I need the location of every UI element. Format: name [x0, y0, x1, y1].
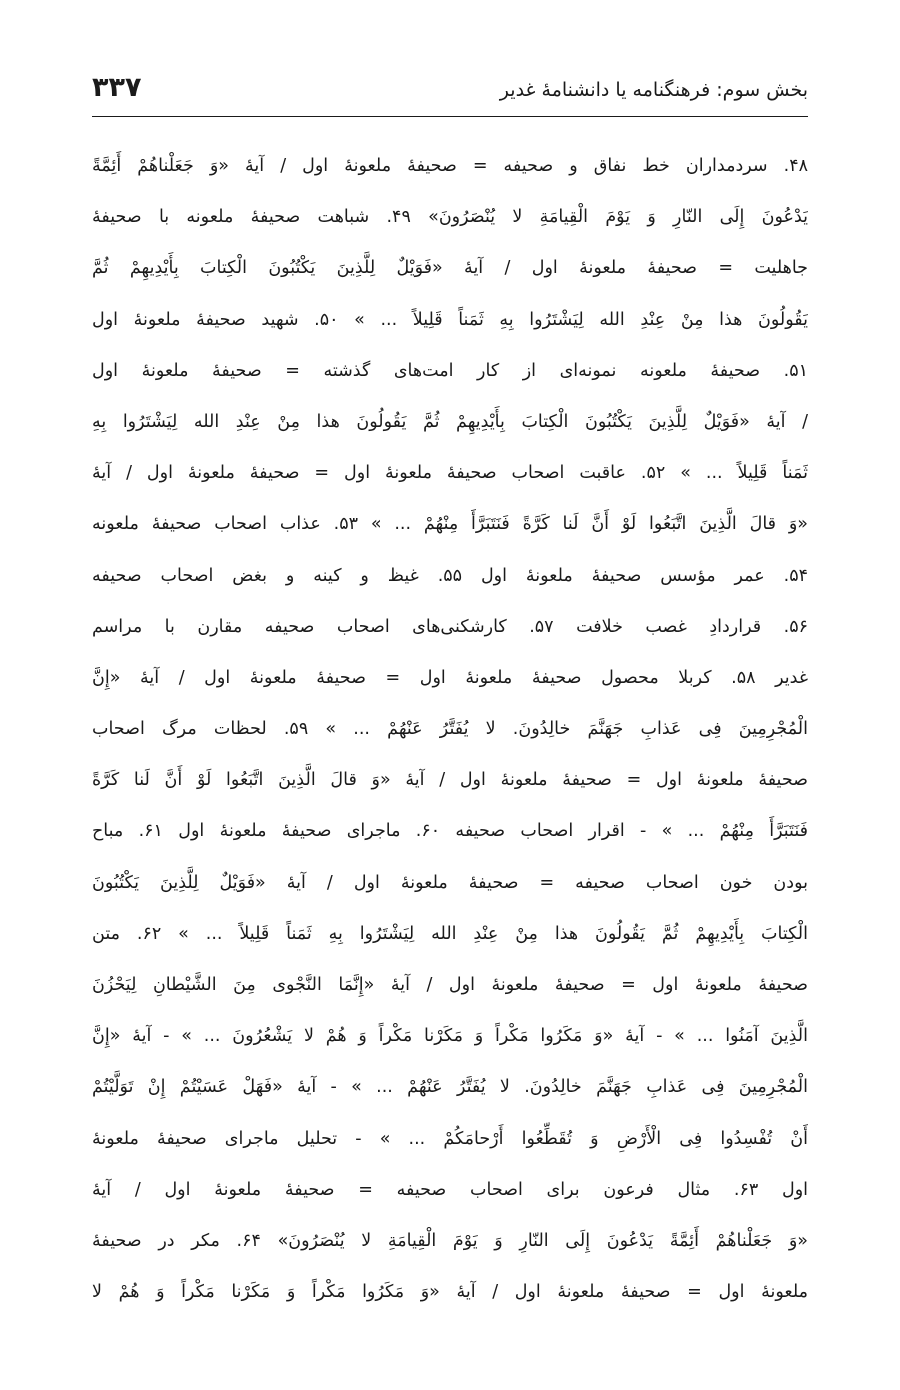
- text-line: «وَ قالَ الَّذِینَ اتَّبَعُوا لَوْ أَنَّ لَنا کَرَّةً فَنَتَبَرَّأَ مِنْهُمْ ... » ۵۳. عذاب اصحاب صحیفهٔ ملعونه: [92, 514, 808, 535]
- page-number: ۳۳۷: [92, 72, 142, 103]
- text-line: یَدْعُونَ إِلَى النّارِ وَ یَوْمَ الْقِیامَةِ لا یُنْصَرُونَ» ۴۹. شباهت صحیفهٔ ملعونه با صحیفهٔ: [92, 207, 808, 228]
- text-line: الَّذِینَ آمَنُوا ... » - آیهٔ «وَ مَکَرُوا مَکْراً وَ مَکَرْنا مَکْراً وَ هُمْ لا یَشْعُرُونَ ... » - آیهٔ «إِنَّ: [92, 1026, 808, 1047]
- text-line: اول ۶۳. مثال فرعون برای اصحاب صحیفه = صحیفهٔ ملعونهٔ اول / آیهٔ: [92, 1179, 808, 1200]
- text-line: صحیفهٔ ملعونهٔ اول = صحیفهٔ ملعونهٔ اول / آیهٔ «إِنَّمَا النَّجْوى مِنَ الشَّیْطانِ لِیَحْزُنَ: [92, 975, 808, 995]
- text-line: یَقُولُونَ هذا مِنْ عِنْدِ الله لِیَشْتَرُوا بِهِ ثَمَناً قَلِیلاً ... » ۵۰. شهید صحیفهٔ ملعونهٔ اول: [92, 309, 808, 330]
- text-line: أَنْ تُفْسِدُوا فِی الْأَرْضِ وَ تُقَطِّعُوا أَرْحامَکُمْ ... » - تحلیل ماجرای صحیفهٔ ملعونهٔ: [92, 1128, 808, 1149]
- text-line: جاهلیت = صحیفهٔ ملعونهٔ اول / آیهٔ «فَوَیْلٌ لِلَّذِینَ یَکْتُبُونَ الْکِتابَ بِأَیْدِیهِمْ ثُمَّ: [92, 258, 808, 279]
- text-line: الْمُجْرِمِینَ فِی عَذابِ جَهَنَّمَ خالِدُونَ. لا یُفَتَّرُ عَنْهُمْ ... » - آیهٔ «فَهَلْ عَسَیْتُمْ إِنْ تَوَلَّیْتُمْ: [92, 1077, 808, 1098]
- body-text: [92, 141, 808, 1318]
- text-line: ۵۱. صحیفهٔ ملعونه نمونه‌ای از کار امت‌های گذشته = صحیفهٔ ملعونهٔ اول: [92, 360, 808, 381]
- text-line: فَنَتَبَرَّأَ مِنْهُمْ ... » - اقرار اصحاب صحیفه ۶۰. ماجرای صحیفهٔ ملعونهٔ اول ۶۱. مباح: [92, 821, 808, 842]
- text-line: ۵۶. قراردادِ غصب خلافت ۵۷. کارشکنی‌های اصحاب صحیفه مقارن با مراسم: [92, 616, 808, 637]
- text-line: الْکِتابَ بِأَیْدِیهِمْ ثُمَّ یَقُولُونَ هذا مِنْ عِنْدِ الله لِیَشْتَرُوا بِهِ ثَمَناً قَلِیلاً ... » ۶۲. متن: [92, 923, 808, 944]
- text-line: ۵۴. عمر مؤسس صحیفهٔ ملعونهٔ اول ۵۵. غیظ و کینه و بغض اصحاب صحیفه: [92, 565, 808, 586]
- text-line: ثَمَناً قَلِیلاً ... » ۵۲. عاقبت اصحاب صحیفهٔ ملعونهٔ اول = صحیفهٔ ملعونهٔ اول / آیهٔ: [92, 463, 808, 484]
- text-line: ملعونهٔ اول = صحیفهٔ ملعونهٔ اول / آیهٔ «وَ مَکَرُوا مَکْراً وَ مَکَرْنا مَکْراً وَ هُمْ لا: [92, 1282, 808, 1303]
- text-line: الْمُجْرِمِینَ فِی عَذابِ جَهَنَّمَ خالِدُونَ. لا یُفَتَّرُ عَنْهُمْ ... » ۵۹. لحظات مرگ اصحاب: [92, 719, 808, 740]
- text-line: بودن خون اصحاب صحیفه = صحیفهٔ ملعونهٔ اول / آیهٔ «فَوَیْلٌ لِلَّذِینَ یَکْتُبُونَ: [92, 872, 808, 893]
- text-line: ۴۸. سردمداران خط نفاق و صحیفه = صحیفهٔ ملعونهٔ اول / آیهٔ «وَ جَعَلْناهُمْ أَئِمَّةً: [92, 156, 808, 176]
- page-header: [92, 70, 808, 117]
- text-line: / آیهٔ «فَوَیْلٌ لِلَّذِینَ یَکْتُبُونَ الْکِتابَ بِأَیْدِیهِمْ ثُمَّ یَقُولُونَ هذا مِنْ عِنْدِ الله لِیَشْتَرُوا بِهِ: [92, 411, 808, 432]
- running-title: بخش سوم: فرهنگنامه یا دانشنامهٔ غدیر: [499, 79, 808, 101]
- text-line: صحیفهٔ ملعونهٔ اول = صحیفهٔ ملعونهٔ اول / آیهٔ «وَ قالَ الَّذِینَ اتَّبَعُوا لَوْ أَنَّ لَنا کَرَّةً: [92, 770, 808, 791]
- text-line: غدیر ۵۸. کربلا محصول صحیفهٔ ملعونهٔ اول = صحیفهٔ ملعونهٔ اول / آیهٔ «إِنَّ: [92, 667, 808, 688]
- text-line: «وَ جَعَلْناهُمْ أَئِمَّةً یَدْعُونَ إِلَى النّارِ وَ یَوْمَ الْقِیامَةِ لا یُنْصَرُونَ» ۶۴. مکر در صحیفهٔ: [92, 1230, 808, 1251]
